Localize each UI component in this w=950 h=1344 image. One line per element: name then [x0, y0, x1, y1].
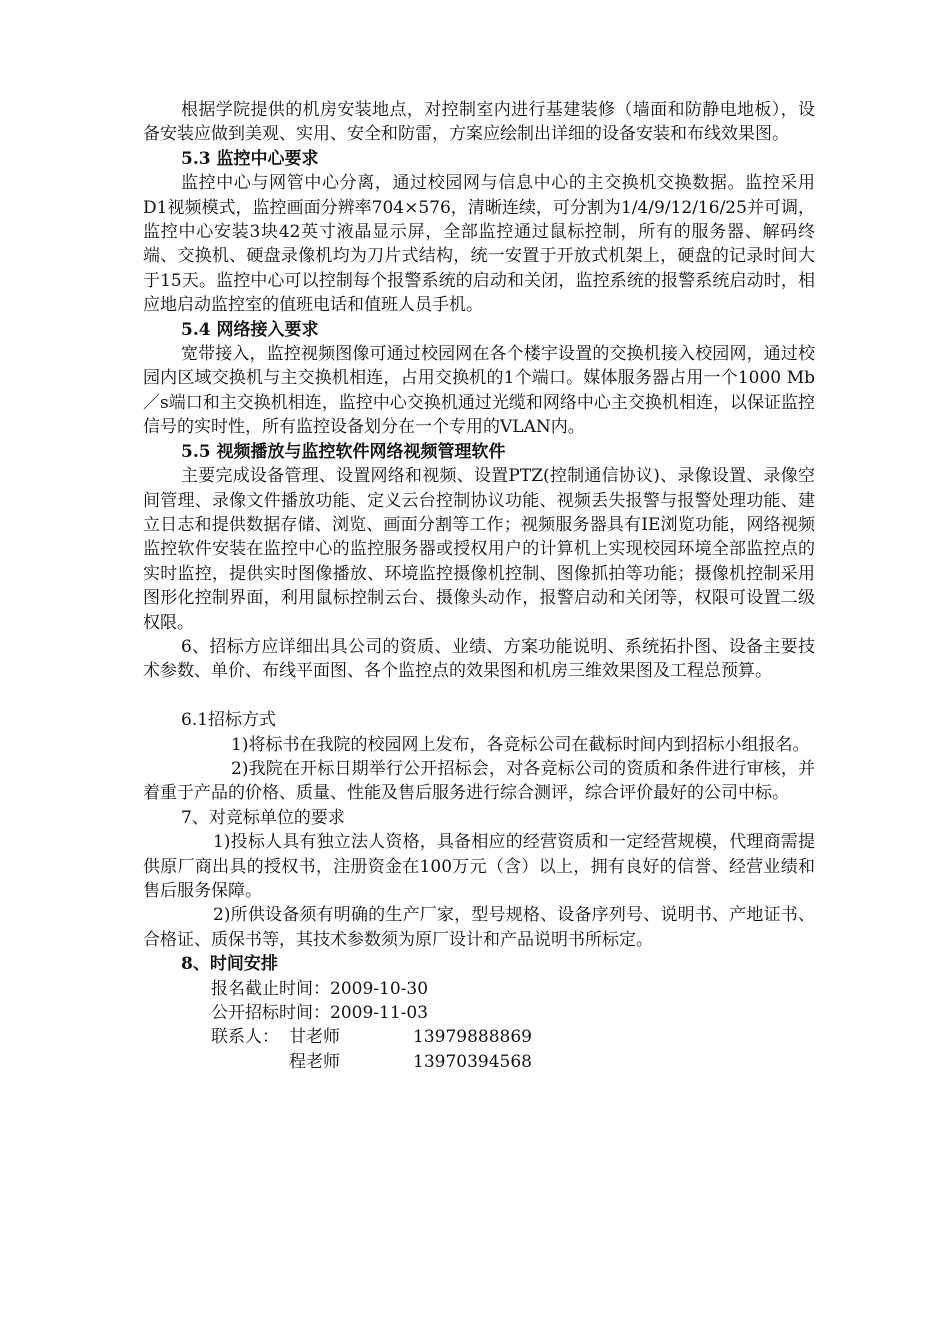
contact-row-2: [143, 1050, 815, 1074]
heading-8: 8、时间安排: [181, 954, 278, 975]
paragraph-requirement-1: 1)投标人具有独立法人资格，具备相应的经营资质和一定经营规模，代理商需提供原厂商出具的授权书，注册资金在100万元（含）以上，拥有良好的信誉、经营业绩和售后服务保障。: [143, 832, 815, 901]
contact-name-2: 程老师: [289, 1051, 340, 1072]
document-page: [143, 98, 815, 1074]
contact-label-spacer: [211, 1050, 289, 1074]
deadline-value: 2009-10-30: [330, 978, 429, 999]
paragraph-monitor-center: 监控中心与网管中心分离，通过校园网与信息中心的主交换机交换数据。监控采用D1视频模式，监控画面分辨率704×576，清晰连续，可分割为1/4/9/12/16/25并可调，监控中心安装3块42英寸液晶显示屏，全部监控通过鼠标控制，所有的服务器、解码终端、交换机、硬盘录像机均为刀片式结构，统一安置于开放式机架上，硬盘的记录时间大于15天。监控中心可以控制每个报警系统的启动和关闭，监控系统的报警系统启动时，相应地启动监控室的值班电话和值班人员手机。: [143, 173, 815, 316]
contact-phone-2: 13970394568: [413, 1051, 532, 1072]
open-label: 公开招标时间：: [211, 1003, 330, 1024]
heading-6-1: 6.1招标方式: [181, 710, 277, 731]
contact-phone-1: 13979888869: [413, 1027, 532, 1048]
paragraph-section-6: 6、招标方应详细出具公司的资质、业绩、方案功能说明、系统拓扑图、设备主要技术参数、单价、布线平面图、各个监控点的效果图和机房三维效果图及工程总预算。: [143, 636, 815, 682]
heading-5-3: 5.3 监控中心要求: [181, 148, 319, 169]
paragraph-network-access: 宽带接入，监控视频图像可通过校园网在各个楼宇设置的交换机接入校园网，通过校园内区域交换机与主交换机相连，占用交换机的1个端口。媒体服务器占用一个1000 Mb／s端口和主交换机相连，监控中心交换机通过光缆和网络中心主交换机相连，以保证监控信号的实时性，所有监控设备划分在一个专用的VLAN内。: [143, 344, 815, 438]
contact-label: 联系人：: [211, 1027, 279, 1048]
paragraph-installation: 根据学院提供的机房安装地点，对控制室内进行基建装修（墙面和防静电地板），设备安装应做到美观、实用、安全和防雷，方案应绘制出详细的设备安装和布线效果图。: [143, 100, 815, 145]
schedule-open-row: [143, 1001, 815, 1025]
paragraph-video-software: 主要完成设备管理、设置网络和视频、设置PTZ(控制通信协议)、录像设置、录像空间管理、录像文件播放功能、定义云台控制协议功能、视频丢失报警与报警处理功能、建立日志和提供数据存储、浏览、画面分割等工作；视频服务器具有IE浏览功能，网络视频监控软件安装在监控中心的监控服务器或授权用户的计算机上实现校园环境全部监控点的实时监控，提供实时图像播放、环境监控摄像机控制、图像抓拍等功能；摄像机控制采用图形化控制界面，利用鼠标控制云台、摄像头动作，报警启动和关闭等，权限可设置二级权限。: [143, 466, 815, 633]
contact-row-1: [143, 1025, 815, 1049]
paragraph-bidding-2: 2)我院在开标日期举行公开招标会，对各竞标公司的资质和条件进行审核，并着重于产品的价格、质量、性能及售后服务进行综合测评，综合评价最好的公司中标。: [143, 758, 815, 804]
heading-5-5: 5.5 视频播放与监控软件网络视频管理软件: [181, 441, 506, 462]
heading-7: 7、对竞标单位的要求: [181, 807, 345, 828]
schedule-deadline-row: [143, 977, 815, 1001]
contact-name-1: 甘老师: [289, 1027, 340, 1048]
paragraph-bidding-1: 1)将标书在我院的校园网上发布，各竞标公司在截标时间内到招标小组报名。: [231, 734, 810, 755]
heading-5-4: 5.4 网络接入要求: [181, 319, 319, 340]
paragraph-requirement-2: 2)所供设备须有明确的生产厂家，型号规格、设备序列号、说明书、产地证书、合格证、质保书等，其技术参数须为原厂设计和产品说明书所标定。: [143, 905, 815, 950]
open-value: 2009-11-03: [330, 1003, 429, 1024]
blank-line: [143, 684, 815, 708]
deadline-label: 报名截止时间：: [211, 978, 330, 999]
